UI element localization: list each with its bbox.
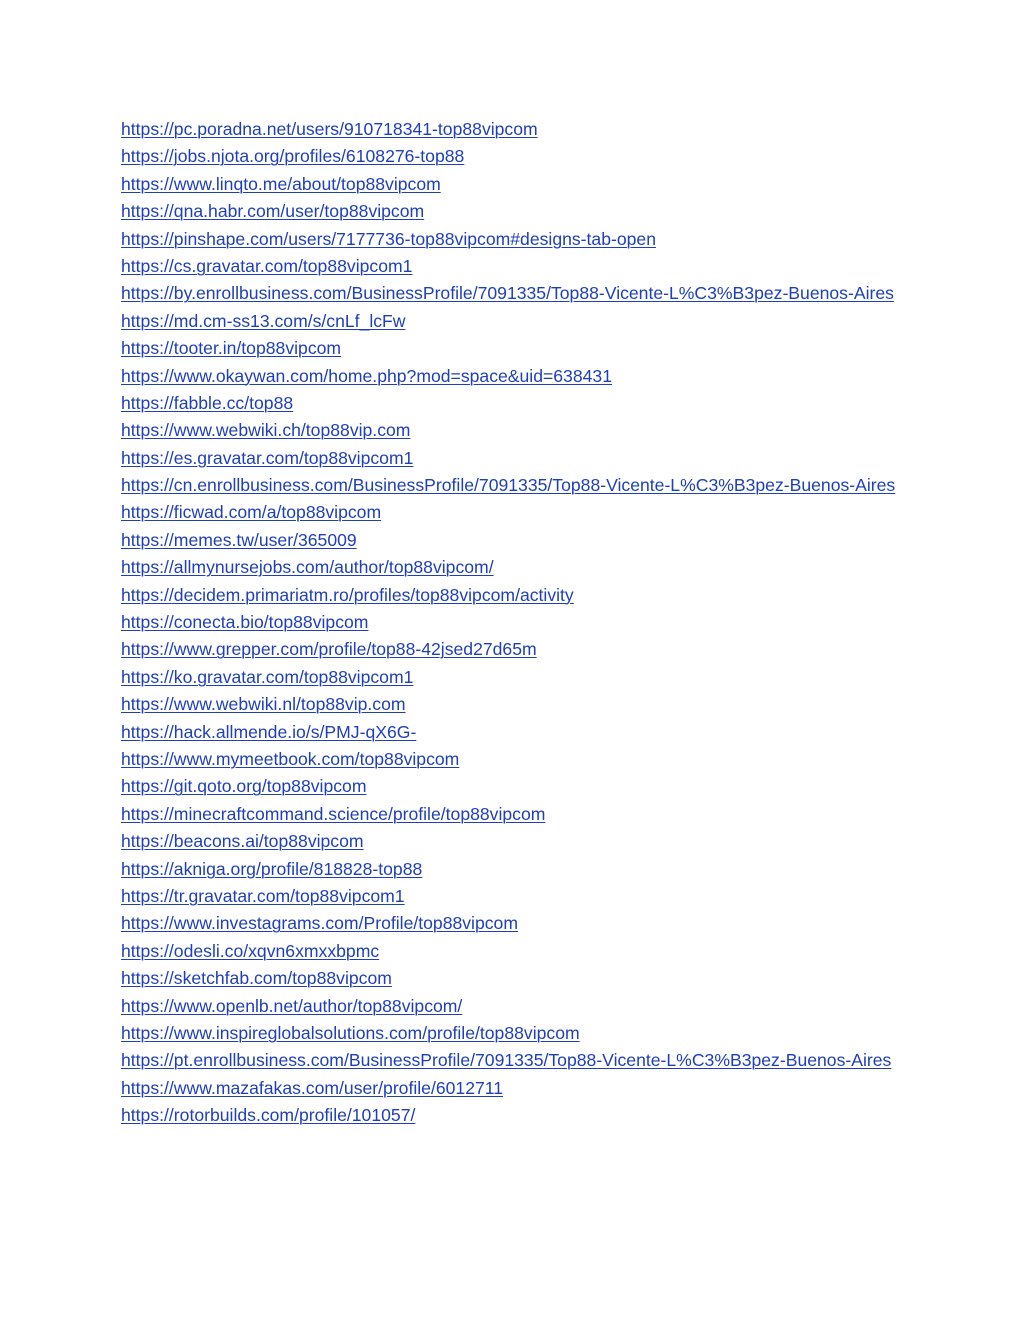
list-item: [121, 229, 901, 250]
hyperlink[interactable]: https://rotorbuilds.com/profile/101057/: [121, 1105, 416, 1126]
hyperlink[interactable]: https://www.mymeetbook.com/top88vipcom: [121, 748, 460, 769]
hyperlink[interactable]: https://fabble.cc/top88: [121, 392, 294, 413]
hyperlink[interactable]: https://es.gravatar.com/top88vipcom1: [121, 447, 414, 468]
hyperlink[interactable]: https://www.inspireglobalsolutions.com/profile/top88vipcom: [121, 1022, 580, 1043]
hyperlink[interactable]: https://jobs.njota.org/profiles/6108276-top88: [121, 146, 465, 167]
hyperlink[interactable]: https://akniga.org/profile/818828-top88: [121, 858, 423, 879]
list-item: [121, 393, 901, 414]
hyperlink[interactable]: https://www.investagrams.com/Profile/top88vipcom: [121, 913, 518, 934]
list-item: [121, 722, 901, 743]
list-item: [121, 749, 901, 770]
hyperlink[interactable]: https://pc.poradna.net/users/910718341-top88vipcom: [121, 119, 538, 139]
hyperlink[interactable]: https://md.cm-ss13.com/s/cnLf_lcFw: [121, 310, 406, 331]
list-item: [121, 311, 901, 332]
list-item: [121, 502, 901, 523]
hyperlink[interactable]: https://tr.gravatar.com/top88vipcom1: [121, 885, 405, 906]
hyperlink[interactable]: https://www.webwiki.ch/top88vip.com: [121, 420, 411, 441]
list-item: [121, 941, 901, 962]
list-item: [121, 694, 901, 715]
hyperlink[interactable]: https://www.webwiki.nl/top88vip.com: [121, 694, 406, 715]
hyperlink[interactable]: https://by.enrollbusiness.com/BusinessProfile/7091335/Top88-Vicente-L%C3%B3pez-Buenos-Aires: [121, 283, 894, 304]
list-item: [121, 1050, 901, 1071]
hyperlink[interactable]: https://pt.enrollbusiness.com/BusinessProfile/7091335/Top88-Vicente-L%C3%B3pez-Buenos-Aires: [121, 1050, 892, 1071]
list-item: [121, 146, 901, 167]
list-item: [121, 530, 901, 551]
hyperlink[interactable]: https://www.linqto.me/about/top88vipcom: [121, 173, 441, 194]
list-item: [121, 366, 901, 387]
list-item: [121, 913, 901, 934]
list-item: [121, 585, 901, 606]
list-item: [121, 612, 901, 633]
hyperlink[interactable]: https://www.mazafakas.com/user/profile/6012711: [121, 1077, 504, 1098]
hyperlink[interactable]: https://minecraftcommand.science/profile/top88vipcom: [121, 803, 546, 824]
list-item: [121, 667, 901, 688]
list-item: [121, 475, 901, 496]
list-item: [121, 338, 901, 359]
list-item: [121, 996, 901, 1017]
hyperlink[interactable]: https://tooter.in/top88vipcom: [121, 338, 342, 359]
hyperlink[interactable]: https://cs.gravatar.com/top88vipcom1: [121, 255, 413, 276]
list-item: [121, 448, 901, 469]
list-item: [121, 639, 901, 660]
hyperlink[interactable]: https://www.okaywan.com/home.php?mod=space&uid=638431: [121, 365, 612, 386]
list-item: [121, 1078, 901, 1099]
hyperlink[interactable]: https://odesli.co/xqvn6xmxxbpmc: [121, 940, 380, 961]
hyperlink[interactable]: https://beacons.ai/top88vipcom: [121, 831, 364, 852]
list-item: [121, 201, 901, 222]
hyperlink[interactable]: https://git.qoto.org/top88vipcom: [121, 776, 367, 797]
list-item: [121, 886, 901, 907]
hyperlink[interactable]: https://allmynursejobs.com/author/top88vipcom/: [121, 557, 494, 578]
list-item: [121, 1023, 901, 1044]
list-item: [121, 119, 901, 140]
hyperlink[interactable]: https://pinshape.com/users/7177736-top88vipcom#designs-tab-open: [121, 228, 656, 249]
list-item: [121, 420, 901, 441]
hyperlink[interactable]: https://ficwad.com/a/top88vipcom: [121, 502, 382, 523]
hyperlink[interactable]: https://conecta.bio/top88vipcom: [121, 612, 369, 633]
hyperlink[interactable]: https://sketchfab.com/top88vipcom: [121, 968, 392, 989]
hyperlink[interactable]: https://cn.enrollbusiness.com/BusinessProfile/7091335/Top88-Vicente-L%C3%B3pez-Buenos-Aires: [121, 475, 896, 496]
link-list: [121, 119, 901, 1132]
list-item: [121, 557, 901, 578]
list-item: [121, 1105, 901, 1126]
list-item: [121, 968, 901, 989]
list-item: [121, 174, 901, 195]
hyperlink[interactable]: https://memes.tw/user/365009: [121, 529, 357, 550]
hyperlink[interactable]: https://hack.allmende.io/s/PMJ-qX6G-: [121, 721, 417, 742]
list-item: [121, 283, 901, 304]
list-item: [121, 804, 901, 825]
hyperlink[interactable]: https://www.grepper.com/profile/top88-42jsed27d65m: [121, 639, 537, 660]
hyperlink[interactable]: https://ko.gravatar.com/top88vipcom1: [121, 666, 414, 687]
list-item: [121, 831, 901, 852]
hyperlink[interactable]: https://decidem.primariatm.ro/profiles/top88vipcom/activity: [121, 584, 574, 605]
hyperlink[interactable]: https://www.openlb.net/author/top88vipcom/: [121, 995, 463, 1016]
list-item: [121, 859, 901, 880]
hyperlink[interactable]: https://qna.habr.com/user/top88vipcom: [121, 201, 425, 222]
list-item: [121, 256, 901, 277]
list-item: [121, 776, 901, 797]
